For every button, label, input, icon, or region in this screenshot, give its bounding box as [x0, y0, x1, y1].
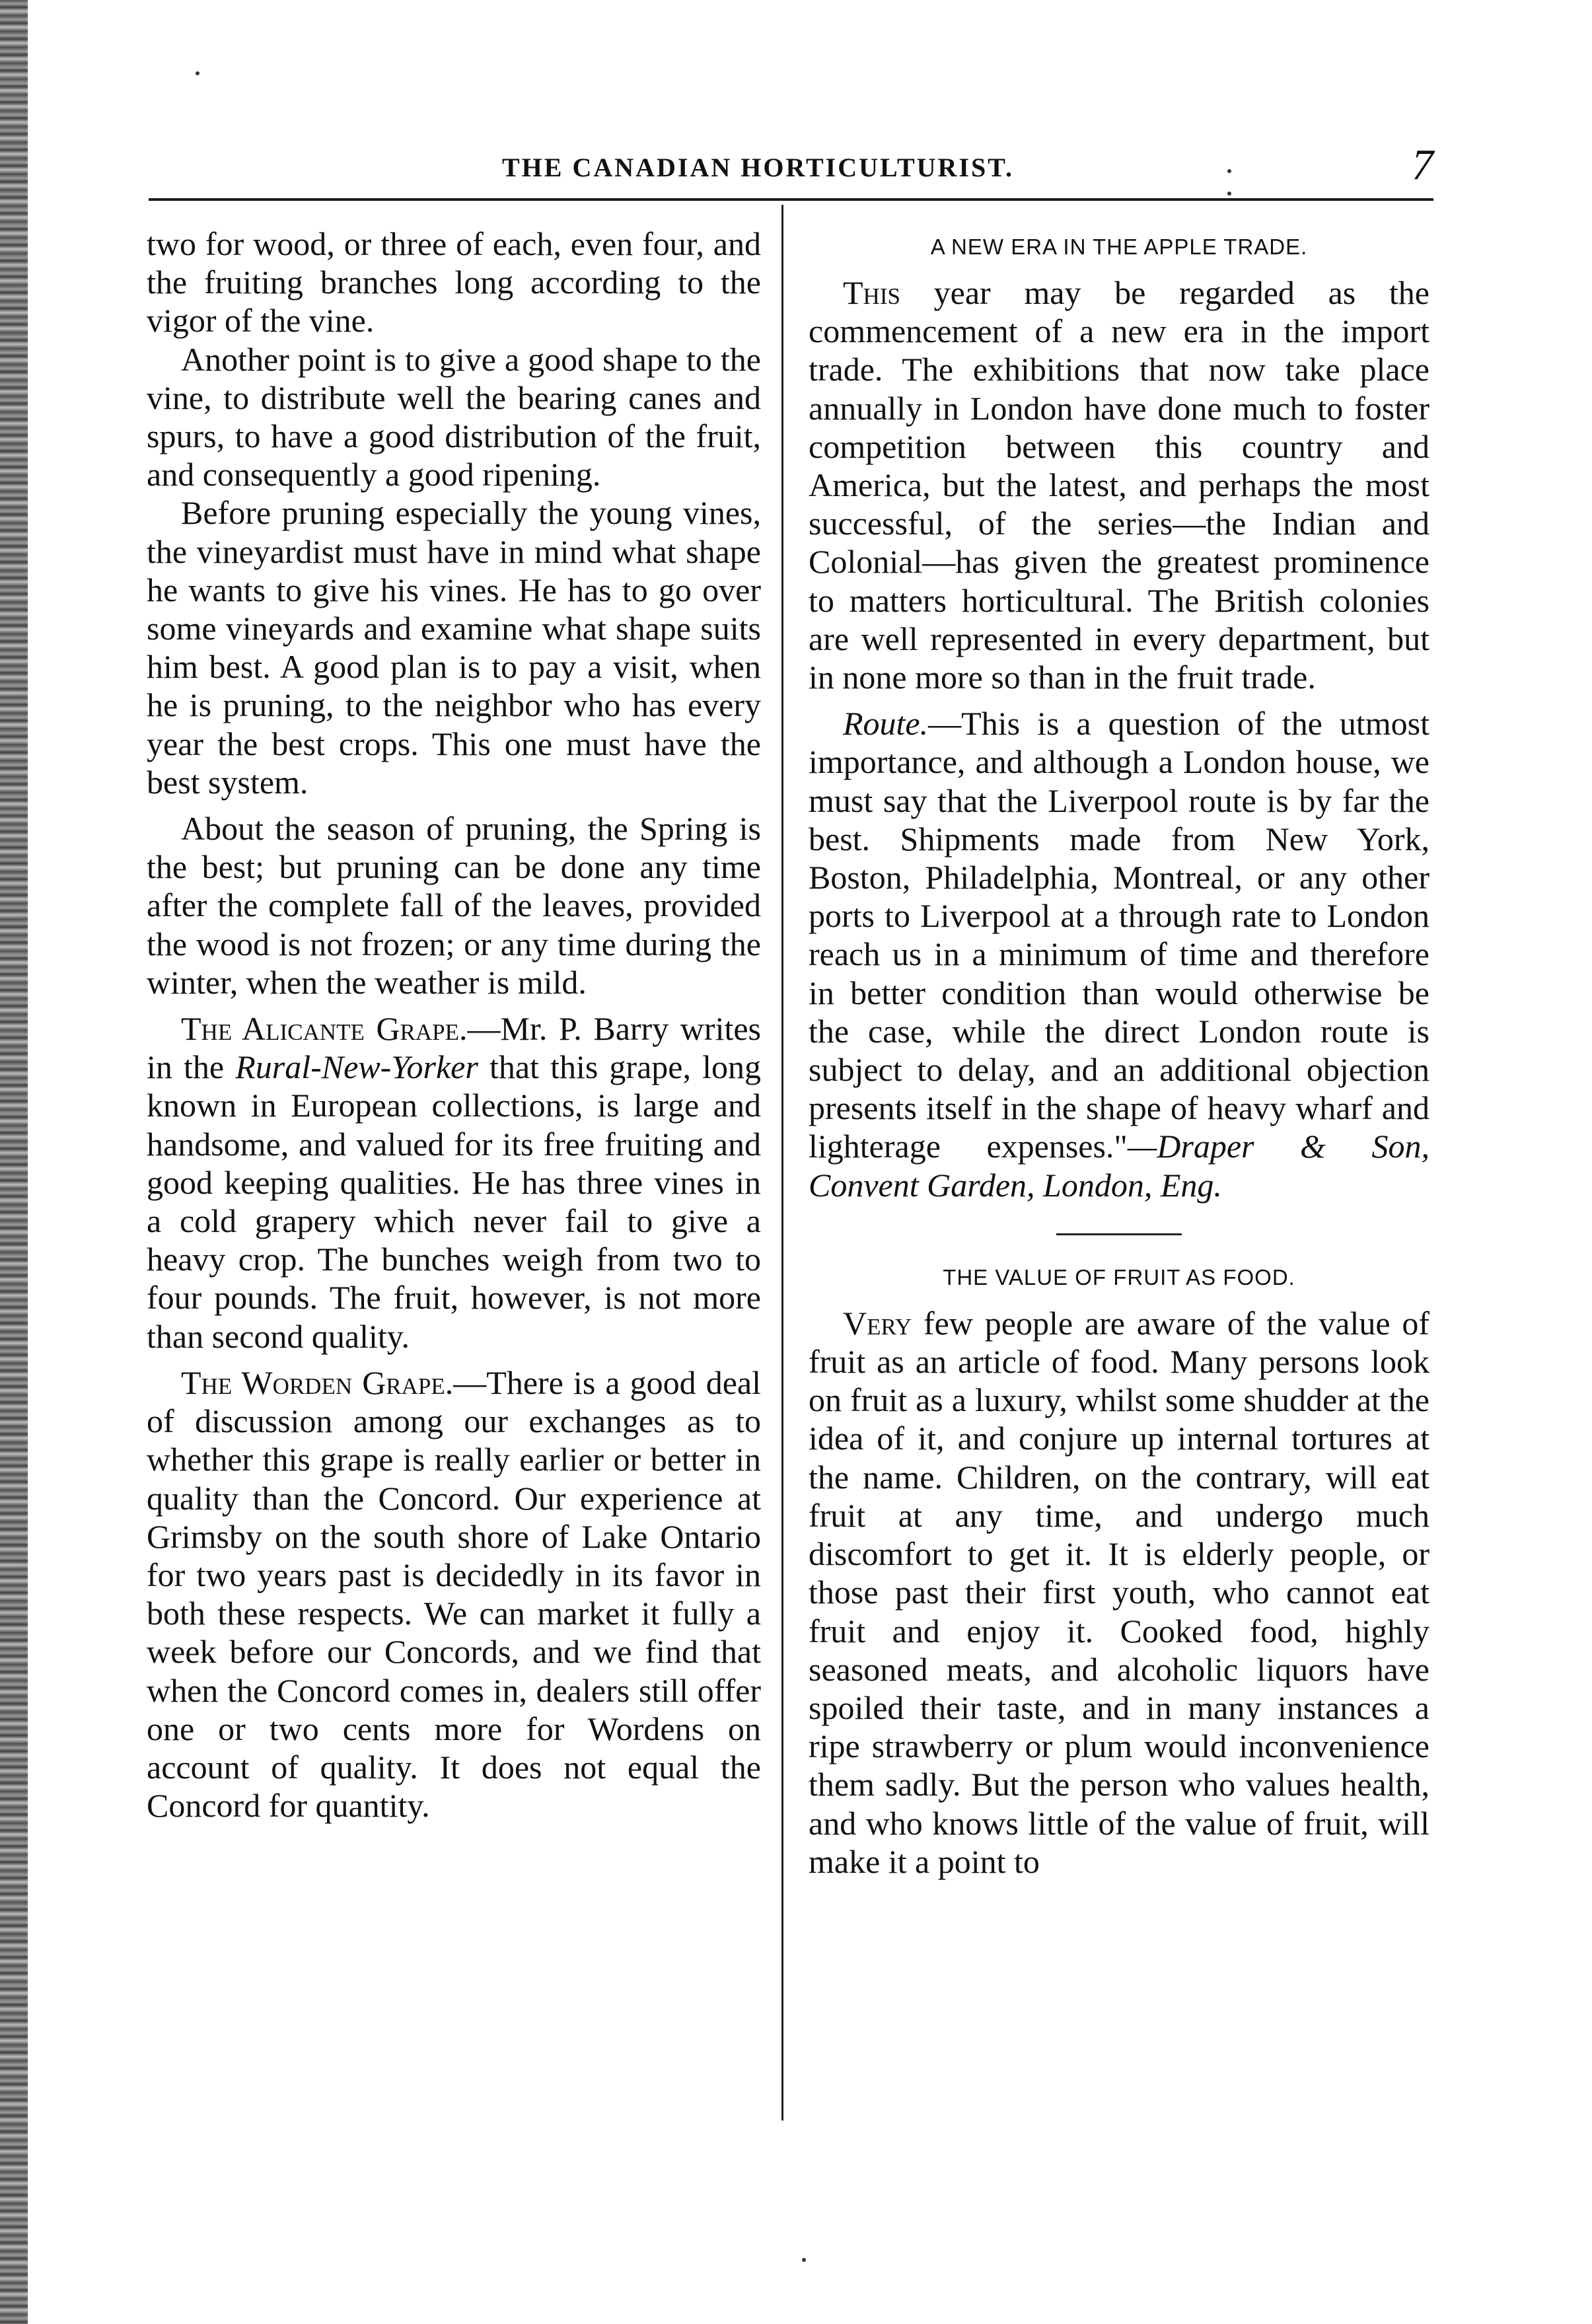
worden-grape-paragraph [147, 1363, 761, 1825]
paragraph-text: —Mr. P. Barry writes in the [147, 1010, 762, 1086]
run-in-heading: The Worden Grape. [181, 1363, 454, 1401]
running-title: THE CANADIAN HORTICULTURIST. [502, 153, 1014, 182]
paragraph-text: that this grape, long known in European collections, is large and handsome, and valued for its free fruiting and good keeping qualities. He has three vines in a cold grapery which never fail to give a heavy crop. The bunches weigh from two to four pounds. The fruit, however, is not more than second quality. [147, 1048, 761, 1355]
running-head [149, 140, 1433, 189]
header-rule [149, 198, 1433, 201]
paragraph [809, 273, 1429, 696]
section-separator [1056, 1233, 1182, 1235]
paragraph [809, 1304, 1429, 1881]
print-speck [1227, 192, 1231, 196]
paragraph-text: year may be regarded as the commencement of a new era in the import trade. The exhibitions that now take place annually in London have done much to foster competition between this country and America, but the latest, and perhaps the most successful, of the series—the Indian and Colonial—has given the greatest prominence to matters horticultural. The British colonies are well represented in every department, but in none more so than in the fruit trade. [809, 274, 1429, 696]
lead-word: Very [843, 1304, 912, 1342]
print-speck [802, 2258, 806, 2262]
column-divider [781, 205, 783, 2121]
paragraph [809, 704, 1429, 1204]
attribution: —Draper & Son, Convent Garden, London, Eng. [809, 1128, 1429, 1204]
section-heading: THE VALUE OF FRUIT AS FOOD. [943, 1264, 1295, 1289]
paragraph-text: few people are aware of the value of fruit as an article of food. Many persons look on fruit as a luxury, whilst some shudder at the idea of it, and conjure up internal tortures at the name. Children, on the contrary, will eat fruit at any time, and undergo much discomfort to get it. It is elderly people, or those past their first youth, who cannot eat fruit and enjoy it. Cooked food, highly seasoned meats, and alcoholic liquors have spoiled their taste, and in many instances a ripe strawberry or plum would inconvenience them sadly. But the person who values health, and who knows little of the value of fruit, will make it a point to [809, 1304, 1429, 1880]
left-column [147, 225, 761, 1825]
print-speck [196, 71, 199, 75]
paragraph-text: —This is a question of the utmost importance, and although a London house, we must say that the Liverpool route is by far the best. Shipments made from New York, Boston, Philadelphia, Montreal, or any other ports to Liverpool at a through rate to London reach us in a minimum of time and therefore in better condition than would otherwise be the case, while the direct London route is subject to delay, and an additional objection presents itself in the shape of heavy wharf and lighterage expenses." [809, 705, 1429, 1165]
page-binding-edge [0, 0, 28, 2324]
paragraph: Another point is to give a good shape to the vine, to distribute well the bearing canes and spurs, to have a good distribution of the fruit, and consequently a good ripening. [147, 340, 761, 493]
run-in-heading: Route. [843, 705, 929, 743]
paragraph: two for wood, or three of each, even four, and the fruiting branches long according to the vigor of the vine. [147, 225, 761, 340]
publication-title: Rural-New-Yorker [235, 1048, 478, 1086]
right-column [809, 225, 1429, 1881]
run-in-heading: The Alicante Grape. [181, 1010, 468, 1048]
lead-word: This [843, 274, 900, 311]
print-speck [1227, 169, 1231, 173]
section-heading: A NEW ERA IN THE APPLE TRADE. [930, 235, 1308, 259]
paragraph: Before pruning especially the young vines, the vineyardist must have in mind what shape he wants to give his vines. He has to go over some vineyards and examine what shape suits him best. A good plan is to pay a visit, when he is pruning, to the neighbor who has every year the best crops. This one must have the best system. [147, 494, 761, 801]
alicante-grape-paragraph [147, 1009, 761, 1356]
page-number: 7 [1412, 141, 1433, 189]
paragraph-text: —There is a good deal of discussion among our exchanges as to whether this grape is really earlier or better in quality than the Concord. Our experience at Grimsby on the south shore of Lake Ontario for two years past is decidedly in its favor in both these respects. We can market it fully a week before our Concords, and we find that when the Concord comes in, dealers still offer one or two cents more for Wordens on account of quality. It does not equal the Concord for quantity. [147, 1363, 761, 1825]
paragraph: About the season of pruning, the Spring is the best; but pruning can be done any time after the complete fall of the leaves, provided the wood is not frozen; or any time during the winter, when the weather is mild. [147, 810, 761, 1001]
